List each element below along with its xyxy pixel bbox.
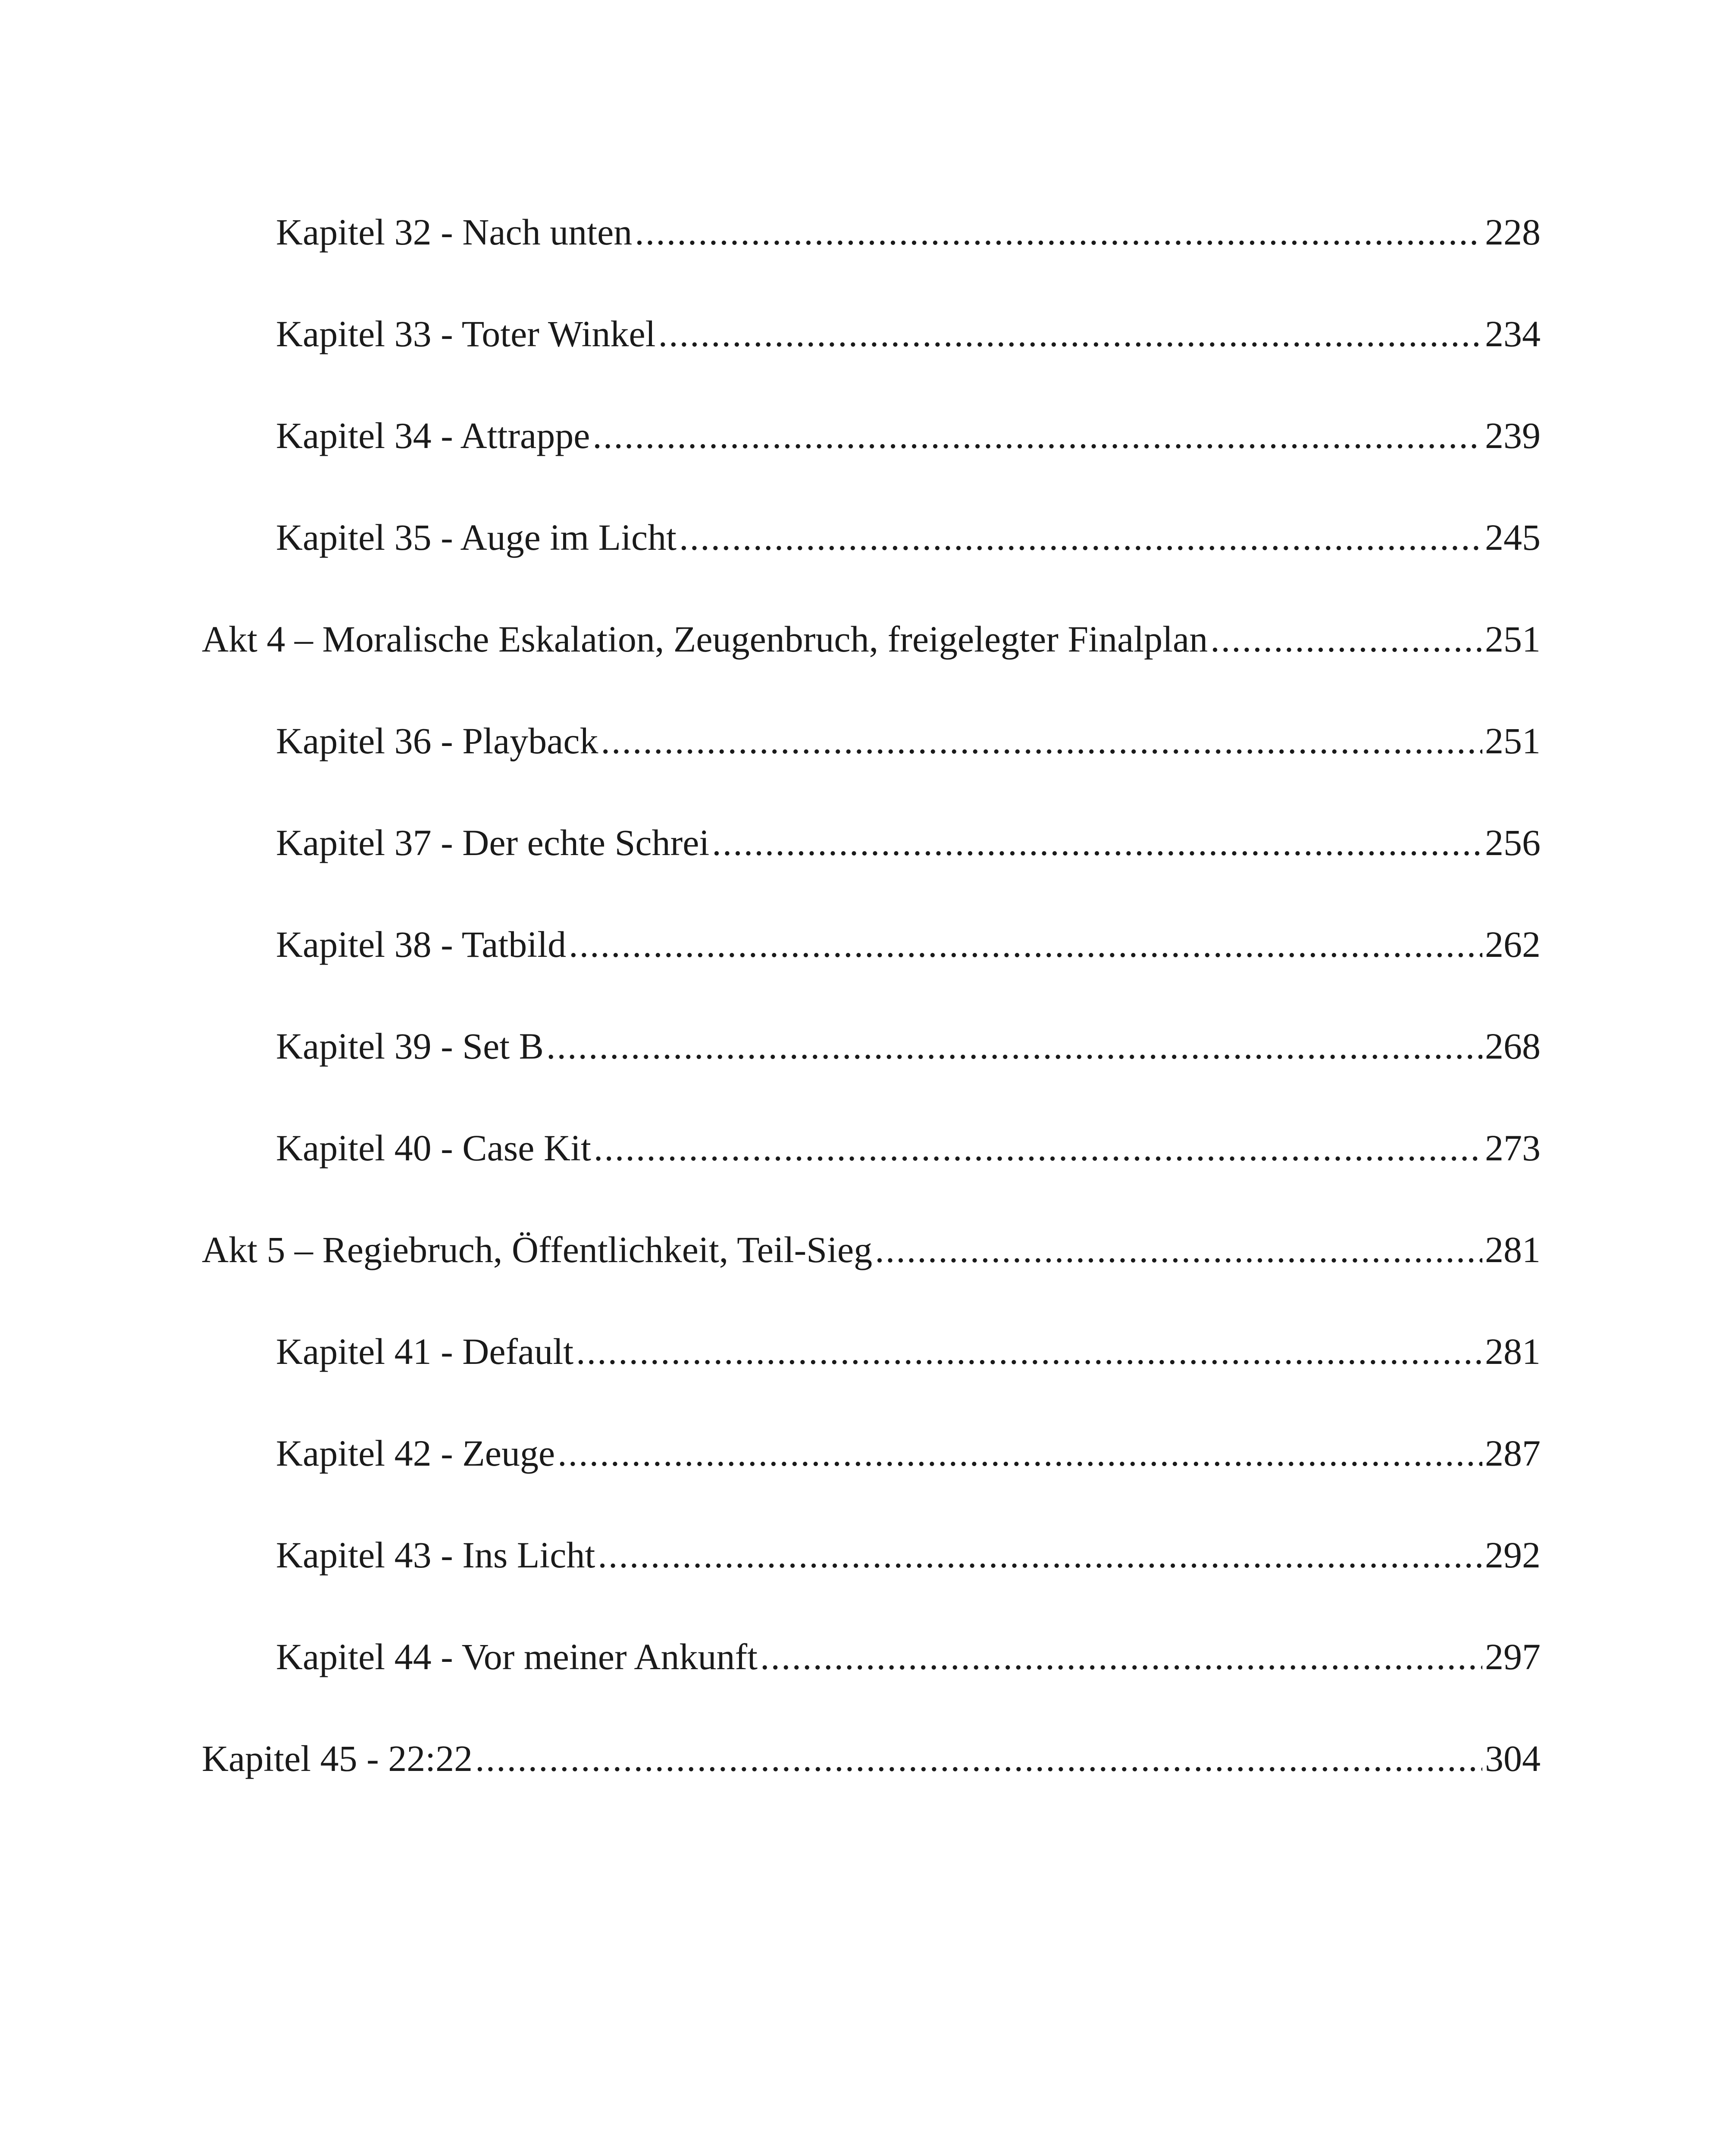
toc-entry-title: Kapitel 38 - Tatbild <box>276 924 567 965</box>
toc-entry-page: 297 <box>1485 1636 1541 1677</box>
toc-entry-title: Kapitel 41 - Default <box>276 1331 574 1372</box>
toc-entry[interactable] <box>202 1513 1541 1614</box>
toc-entry-title: Kapitel 43 - Ins Licht <box>276 1534 595 1576</box>
toc-entry[interactable] <box>202 495 1541 597</box>
toc-entry-page: 239 <box>1485 415 1541 456</box>
toc-entry-title: Kapitel 39 - Set B <box>276 1025 544 1067</box>
toc-entry-title: Kapitel 37 - Der echte Schrei <box>276 822 710 863</box>
toc-entry[interactable] <box>202 393 1541 495</box>
toc-entry-title: Kapitel 45 - 22:22 <box>202 1738 473 1779</box>
toc-entry-page: 234 <box>1485 313 1541 354</box>
toc-entry[interactable] <box>202 1004 1541 1106</box>
toc-entry-page: 245 <box>1485 517 1541 558</box>
toc-entry-act[interactable] <box>202 597 1541 699</box>
toc-entry-title: Kapitel 35 - Auge im Licht <box>276 517 677 558</box>
toc-entry-chapter[interactable] <box>202 1716 1541 1818</box>
toc-entry-page: 256 <box>1485 822 1541 863</box>
toc-entry-page: 262 <box>1485 924 1541 965</box>
toc-dot-leader <box>601 699 1482 783</box>
toc-entry-act[interactable] <box>202 1207 1541 1309</box>
toc-entry-title: Kapitel 36 - Playback <box>276 720 598 761</box>
toc-dot-leader <box>557 1411 1482 1495</box>
toc-entry[interactable] <box>202 902 1541 1004</box>
toc-entry-page: 281 <box>1485 1229 1541 1270</box>
toc-entry-page: 268 <box>1485 1025 1541 1067</box>
toc-entry[interactable] <box>202 190 1541 291</box>
toc-entry[interactable] <box>202 800 1541 902</box>
toc-dot-leader <box>594 1106 1482 1190</box>
toc-entry-title: Akt 5 – Regiebruch, Öffentlichkeit, Teil-Sieg <box>202 1229 873 1270</box>
toc-dot-leader <box>546 1004 1482 1088</box>
toc-dot-leader <box>598 1513 1482 1597</box>
toc-entry-page: 251 <box>1485 618 1541 660</box>
toc-dot-leader <box>592 393 1482 478</box>
toc-entry[interactable] <box>202 291 1541 393</box>
toc-entry-title: Akt 4 – Moralische Eskalation, Zeugenbruch, freigelegter Finalplan <box>202 618 1208 660</box>
toc-dot-leader <box>679 495 1482 580</box>
toc-entry[interactable] <box>202 1411 1541 1513</box>
toc-dot-leader <box>576 1309 1482 1394</box>
toc-entry[interactable] <box>202 1614 1541 1716</box>
toc-entry-page: 228 <box>1485 211 1541 253</box>
toc-entry-title: Kapitel 40 - Case Kit <box>276 1127 591 1169</box>
toc-entry-page: 304 <box>1485 1738 1541 1779</box>
toc-dot-leader <box>475 1716 1482 1801</box>
toc-dot-leader <box>635 190 1482 274</box>
toc-dot-leader <box>875 1207 1482 1292</box>
toc-entry-title: Kapitel 44 - Vor meiner Ankunft <box>276 1636 758 1677</box>
toc-dot-leader <box>760 1614 1482 1699</box>
toc-entry[interactable] <box>202 699 1541 800</box>
table-of-contents <box>202 190 1541 1818</box>
toc-entry-title: Kapitel 32 - Nach unten <box>276 211 633 253</box>
toc-entry-title: Kapitel 34 - Attrappe <box>276 415 590 456</box>
toc-entry-page: 251 <box>1485 720 1541 761</box>
toc-entry-page: 273 <box>1485 1127 1541 1169</box>
toc-dot-leader <box>569 902 1482 987</box>
toc-entry[interactable] <box>202 1309 1541 1411</box>
toc-entry-page: 292 <box>1485 1534 1541 1576</box>
toc-entry-title: Kapitel 33 - Toter Winkel <box>276 313 656 354</box>
toc-entry-page: 281 <box>1485 1331 1541 1372</box>
toc-dot-leader <box>1210 597 1482 681</box>
toc-dot-leader <box>658 291 1482 376</box>
toc-entry-title: Kapitel 42 - Zeuge <box>276 1432 555 1474</box>
toc-dot-leader <box>712 800 1482 885</box>
toc-entry[interactable] <box>202 1106 1541 1207</box>
toc-entry-page: 287 <box>1485 1432 1541 1474</box>
